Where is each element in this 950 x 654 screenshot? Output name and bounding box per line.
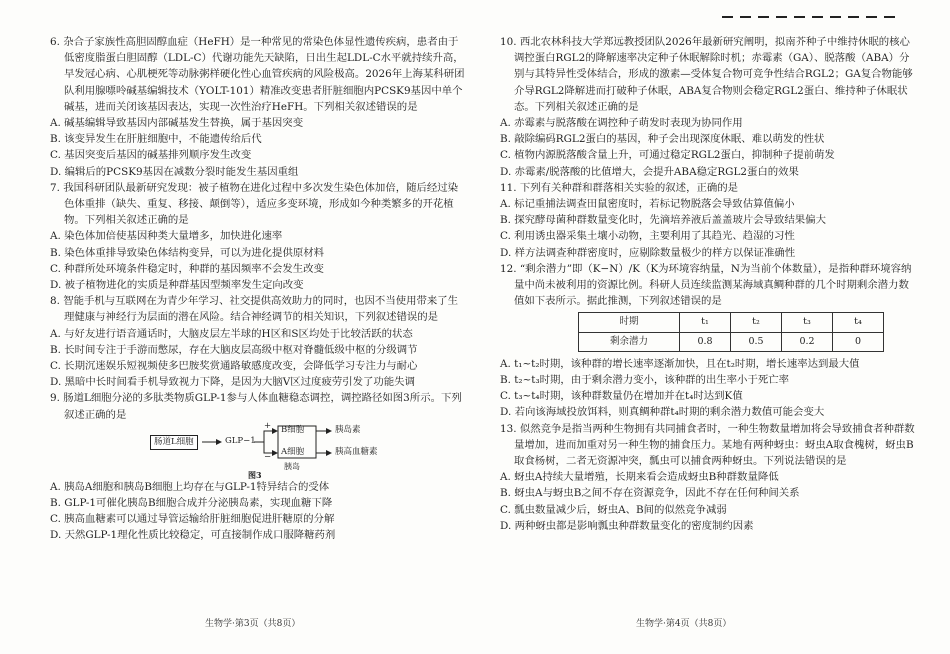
option-c: C. 瓢虫数量减少后，蚜虫A、B间的似然竞争减弱 — [500, 503, 727, 516]
table-cell: 0 — [833, 332, 884, 351]
insulin-label: 胰岛素 — [335, 424, 361, 435]
question-9 — [50, 390, 468, 543]
remaining-potential-table — [578, 312, 884, 351]
option-d: D. 赤霉素/脱落酸的比值增大，会提升ABA稳定RGL2蛋白的效果 — [500, 165, 799, 178]
option-a: A. 胰岛A细胞和胰岛B细胞上均存在与GLP-1特异结合的受体 — [50, 480, 330, 493]
left-page — [50, 34, 468, 544]
option-b: B. 蚜虫A与蚜虫B之间不存在资源竞争，因此不存在任何种间关系 — [500, 487, 800, 500]
table-row — [579, 313, 884, 332]
option-d: D. 被子植物进化的实质是种群基因型频率发生定向改变 — [50, 279, 304, 292]
question-10 — [500, 34, 918, 180]
question-stem: 9. 肠道L细胞分泌的多肽类物质GLP-1参与人体血糖稳态调控，调控路径如图3所示。下列叙述正确的是 — [50, 392, 462, 421]
table-cell: t₂ — [731, 313, 782, 332]
question-stem: 11. 下列有关种群和群落相关实验的叙述，正确的是 — [500, 181, 739, 194]
question-7 — [50, 180, 468, 293]
option-d: D. 编辑后的PCSK9基因在减数分裂时能发生基因重组 — [50, 165, 299, 178]
table-header-period: 时期 — [579, 313, 680, 332]
option-c: C. 利用诱虫器采集土壤小动物，主要利用了其趋光、趋湿的习性 — [500, 230, 795, 243]
table-cell: 0.8 — [680, 332, 731, 351]
option-a: A. t₁~t₂时期，该种群的增长速率逐渐加快，且在t₂时期，增长速率达到最大值 — [500, 357, 860, 370]
table-cell: t₃ — [782, 313, 833, 332]
question-stem: 8. 智能手机与互联网在为青少年学习、社交提供高效助力的同时，也因不当使用带来了生理健康与神经行为层面的潜在风险。结合神经调节的相关知识，下列叙述错误的是 — [50, 295, 459, 324]
question-6 — [50, 34, 468, 180]
a-cell-label: A细胞 — [281, 446, 305, 457]
option-b: B. GLP-1可催化胰岛B细胞合成并分泌胰岛素，实现血糖下降 — [50, 497, 333, 510]
option-d: D. 样方法调查种群密度时，应剔除数量极少的样方以保证准确性 — [500, 246, 796, 259]
table-cell: t₄ — [833, 313, 884, 332]
option-a: A. 标记重捕法调查田鼠密度时，若标记物脱落会导致估算值偏小 — [500, 198, 795, 211]
question-11 — [500, 180, 918, 261]
option-c: C. 种群所处环境条件稳定时，种群的基因频率不会发生改变 — [50, 262, 324, 275]
option-a: A. 染色体加倍使基因种类大量增多，加快进化速率 — [50, 230, 283, 243]
option-c: C. 长期沉迷娱乐短视频使多巴胺奖赏通路敏感度改变，会降低学习专注力与耐心 — [50, 360, 418, 373]
question-stem: 6. 杂合子家族性高胆固醇血症（HeFH）是一种常见的常染色体显性遗传疾病，患者由于低密度脂蛋白胆固醇（LDL-C）代谢功能先天缺陷，日出生起LDL-C水平就持续升高，早发冠心病、心肌梗死等动脉粥样硬化性心血管疾病的风险极高。2026年上海某科研团队利用腺嘌呤碱基编辑技术（YOLT-101）精准改变患者肝脏细胞内PCSK9基因中单个碱基，进而关闭该基因表达，实现一次性治疗HeFH。下列相关叙述错误的是 — [50, 36, 465, 113]
option-c: C. 胰高血糖素可以通过导管运输给肝脏细胞促进肝糖原的分解 — [50, 513, 335, 526]
table-header-potential: 剩余潜力 — [579, 332, 680, 351]
right-page — [500, 34, 918, 534]
option-b: B. 敲除编码RGL2蛋白的基因，种子会出现深度休眠、难以萌发的性状 — [500, 133, 825, 146]
option-a: A. 蚜虫A持续大量增殖，长期来看会造成蚜虫B种群数量降低 — [500, 471, 779, 484]
page-footer-left: 生物学·第3页（共8页） — [205, 619, 301, 629]
glucagon-label: 胰高血糖素 — [335, 446, 378, 457]
question-8 — [50, 293, 468, 390]
stimulate-sign: + — [264, 420, 272, 431]
question-stem: 12. “剩余潜力”即（K−N）/K（K为环境容纳量，N为当前个体数量），是指种群环境容纳量中尚未被利用的资源比例。科研人员连续监测某海域真鲷种群的几个时期剩余潜力数值如下表所示。据此推测，下列叙述错误的是 — [500, 262, 912, 308]
question-12 — [500, 261, 918, 421]
option-b: B. 长时间专注于手游而憋尿，存在大脑皮层高级中枢对脊髓低级中枢的分级调节 — [50, 343, 418, 356]
option-b: B. 染色体重排导致染色体结构变异，可以为进化提供原材料 — [50, 246, 325, 259]
option-c: C. 植物内源脱落酸含量上升，可通过稳定RGL2蛋白，抑制种子提前萌发 — [500, 149, 835, 162]
option-b: B. t₂~t₃时期，由于剩余潜力变小，该种群的出生率小于死亡率 — [500, 374, 790, 387]
table-cell: 0.5 — [731, 332, 782, 351]
option-c: C. 基因突变后基因的碱基排列顺序发生改变 — [50, 149, 252, 162]
option-a: A. 赤霉素与脱落酸在调控种子萌发时表现为协同作用 — [500, 117, 743, 130]
option-d: D. 若向该海域投放饵料，则真鲷种群t₄时期的剩余潜力数值可能会变大 — [500, 406, 825, 419]
option-d: D. 黑暗中长时间看手机导致视力下降，是因为大脑V区过度疲劳引发了功能失调 — [50, 376, 415, 389]
page-footer-right: 生物学·第4页（共8页） — [636, 619, 732, 629]
option-d: D. 两种蚜虫都是影响瓢虫种群数量变化的密度制约因素 — [500, 519, 754, 532]
option-a: A. 与好友进行语音通话时，大脑皮层左半球的H区和S区均处于比较活跃的状态 — [50, 327, 413, 340]
inhibit-sign: − — [264, 451, 272, 462]
figure-caption: 图3 — [248, 469, 262, 480]
islet-label: 胰岛 — [284, 461, 300, 471]
question-13 — [500, 421, 918, 534]
option-b: B. 该变异发生在肝脏细胞中，不能遗传给后代 — [50, 133, 262, 146]
intestinal-l-cell-box: 肠道L细胞 — [150, 435, 198, 450]
b-cell-label: B细胞 — [281, 424, 305, 435]
glp1-label: GLP−1 — [225, 435, 256, 446]
question-stem: 7. 我国科研团队最新研究发现：被子植物在进化过程中多次发生染色体加倍，随后经过染色体重排（缺失、重复、移接、颠倒等），适应多变环境，形成如今种类繁多的开花植物。下列相关叙述正确的是 — [50, 181, 459, 227]
table-cell: 0.2 — [782, 332, 833, 351]
table-cell: t₁ — [680, 313, 731, 332]
table-row — [579, 332, 884, 351]
figure-3-glp1-pathway — [50, 420, 468, 480]
option-a: A. 碱基编辑导致基因内部碱基发生替换，属于基因突变 — [50, 117, 304, 130]
option-c: C. t₃~t₄时期，该种群数量仍在增加并在t₄时达到K值 — [500, 390, 743, 403]
option-d: D. 天然GLP-1理化性质比较稳定，可直接制作成口服降糖药剂 — [50, 529, 336, 542]
question-stem: 10. 西北农林科技大学郑远教授团队2026年最新研究阐明，拟南芥种子中维持休眠的核心调控蛋白RGL2的降解速率决定种子休眠解除时机；赤霉素（GA）、脱落酸（ABA）分别与其特异性受体结合，形成的激素—受体复合物可竞争性结合RGL2；GA复合物能够介导RGL2降解进而打破种子休眠，ABA复合物则会稳定RGL2蛋白、维持种子休眠状态。下列相关叙述正确的是 — [500, 36, 913, 113]
question-stem: 13. 似然竞争是指当两种生物拥有共同捕食者时，一种生物数量增加将会导致捕食者种群数量增加，进而加重对另一种生物的捕食压力。某地有两种蚜虫：蚜虫A取食槐树，蚜虫B取食杨树，二者无资源冲突，瓢虫可以捕食两种蚜虫。下列说法错误的是 — [500, 422, 915, 468]
option-b: B. 探究酵母菌种群数量变化时，先滴培养液后盖盖玻片会导致结果偏大 — [500, 214, 826, 227]
binding-dashed-line — [722, 16, 902, 18]
